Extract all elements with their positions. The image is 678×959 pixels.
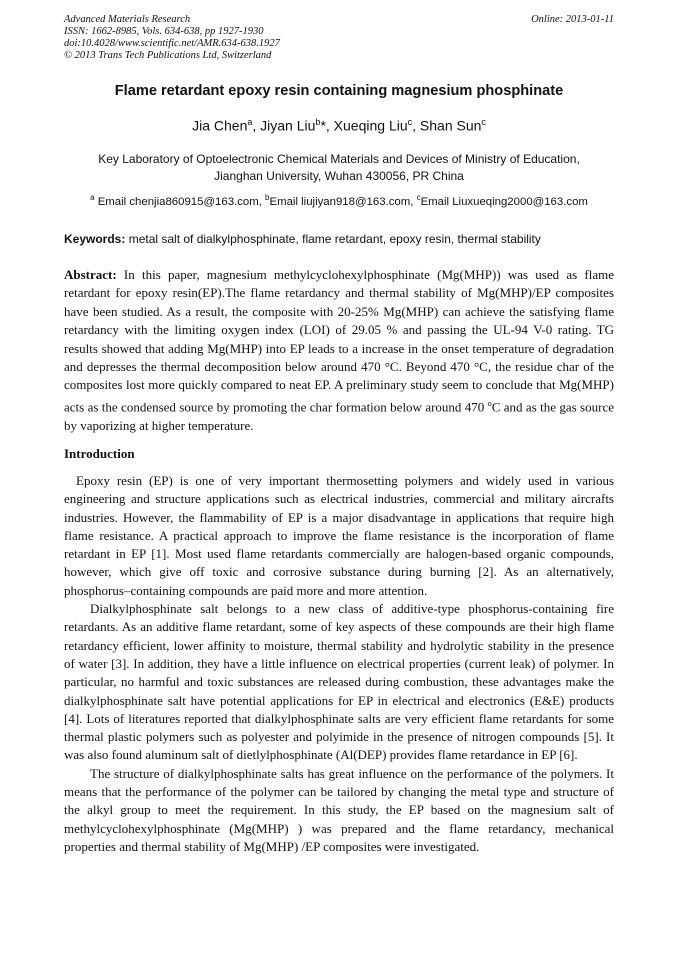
email-list xyxy=(64,193,614,208)
affiliation-line: Jianghan University, Wuhan 430056, PR China xyxy=(214,169,464,183)
keywords-text: metal salt of dialkylphosphinate, flame retardant, epoxy resin, thermal stability xyxy=(125,232,541,246)
author-separator: , xyxy=(325,117,334,134)
online-date: Online: 2013-01-11 xyxy=(531,14,614,25)
author-separator: , xyxy=(412,117,420,134)
issn-line: ISSN: 1662-8985, Vols. 634-638, pp 1927-1930 xyxy=(64,26,264,37)
paragraph: Dialkylphosphinate salt belongs to a new class of additive-type phosphorus-containing fire retardants. As an additive flame retardant, some of key aspects of these compounds are their high flame retardancy efficient, lower affinity to moisture, thermal stability and hydrolytic stability in the presence of water [3]. In addition, they have a little influence on electrical properties (current leak) of polymer. In particular, no harmful and toxic substances are released during combustion, these advantages make the dialkylphosphinate salt have potential applications for EP in electrical and electronics (E&E) products [4]. Lots of literatures reported that dialkylphosphinate salts are very efficient flame retardants for some thermal plastic polymers such as polyester and polyimide in the presence of nitrogen compounds [5]. It was also found aluminum salt of dietlylphosphinate (Al(DEP) provides flame retardance in EP [6]. xyxy=(64,601,614,763)
corresponding-mark: * xyxy=(320,117,326,134)
abstract-text-end: C and as the gas source by vaporizing at higher temperature. xyxy=(64,399,614,433)
affiliation-line: Key Laboratory of Optoelectronic Chemical Materials and Devices of Ministry of Education, xyxy=(98,152,580,166)
email-mark: a xyxy=(90,193,95,202)
author-separator: , xyxy=(252,117,261,134)
author-affil-mark: a xyxy=(247,117,253,127)
author-name: Jia Chen xyxy=(192,117,248,134)
email-link: Email chenjia860915@163.com, xyxy=(94,195,266,208)
abstract-label: Abstract: xyxy=(64,267,117,282)
email-mark: c xyxy=(416,193,421,202)
author-affil-mark: b xyxy=(315,117,321,127)
email-link: Email liujiyan918@163.com, xyxy=(269,195,417,208)
author-name: Jiyan Liu xyxy=(260,117,316,134)
introduction-body xyxy=(64,472,614,856)
author-affil-mark: c xyxy=(407,117,413,127)
paragraph: Epoxy resin (EP) is one of very important thermosetting polymers and widely used in various engineering and structure applications such as electrical industries, commercial and military aircrafts industries. However, the flammability of EP is a major disadvantage in applications that require high flame resistance. A practical approach to improve the flame resistance is the incorporation of flame retardant in EP [1]. Most used flame retardants commercially are halogen-based organic compounds, however, which give off toxic and corrosive substance during burning [2]. As an alternatively, phosphorus–containing compounds are paid more and more attention. xyxy=(64,473,614,598)
author-name: Xueqing Liu xyxy=(333,117,408,134)
doi-line: doi:10.4028/www.scientific.net/AMR.634-638.1927 xyxy=(64,38,280,49)
author-list xyxy=(0,117,678,134)
journal-header xyxy=(64,14,614,62)
degree-mark: o xyxy=(487,398,492,408)
keywords xyxy=(64,232,618,246)
email-link: Email Liuxueqing2000@163.com xyxy=(420,195,588,208)
keywords-label: Keywords: xyxy=(64,232,126,246)
section-heading-introduction: Introduction xyxy=(64,446,135,461)
affiliation xyxy=(64,151,614,185)
journal-name: Advanced Materials Research xyxy=(64,14,191,25)
abstract xyxy=(64,266,614,435)
email-mark: b xyxy=(265,193,270,202)
paragraph: The structure of dialkylphosphinate salts has great influence on the performance of the polymers. It means that the performance of the polymer can be tailored by changing the metal type and structure of the alkyl group to meet the requirement. In this study, the EP based on the magnesium salt of methylcyclohexylphosphinate (Mg(MHP) ) was prepared and the flame retardancy, mechanical properties and thermal stability of Mg(MHP) /EP composites were investigated. xyxy=(64,765,614,854)
author-name: Shan Sun xyxy=(419,117,482,134)
copyright-line: © 2013 Trans Tech Publications Ltd, Switzerland xyxy=(64,50,272,61)
abstract-text: In this paper, magnesium methylcyclohexylphosphinate (Mg(MHP)) was used as flame retardant for epoxy resin(EP).The flame retardancy and thermal stability of Mg(MHP)/EP composites have been studied. As a result, the composite with 20-25% Mg(MHP) can achieve the satisfying flame retardancy with the limiting oxygen index (LOI) of 29.05 % and passing the UL-94 V-0 rating. TG results showed that adding Mg(MHP) into EP leads to a increase in the onset temperature of degradation and depresses the thermal decomposition below around 470 °C. Beyond 470 °C, the residue char of the composites lost more quickly compared to neat EP. A preliminary study seem to conclude that Mg(MHP) acts as the condensed source by promoting the char formation below around 470 xyxy=(64,267,614,415)
author-affil-mark: c xyxy=(481,117,486,127)
paper-title: Flame retardant epoxy resin containing magnesium phosphinate xyxy=(114,83,564,99)
